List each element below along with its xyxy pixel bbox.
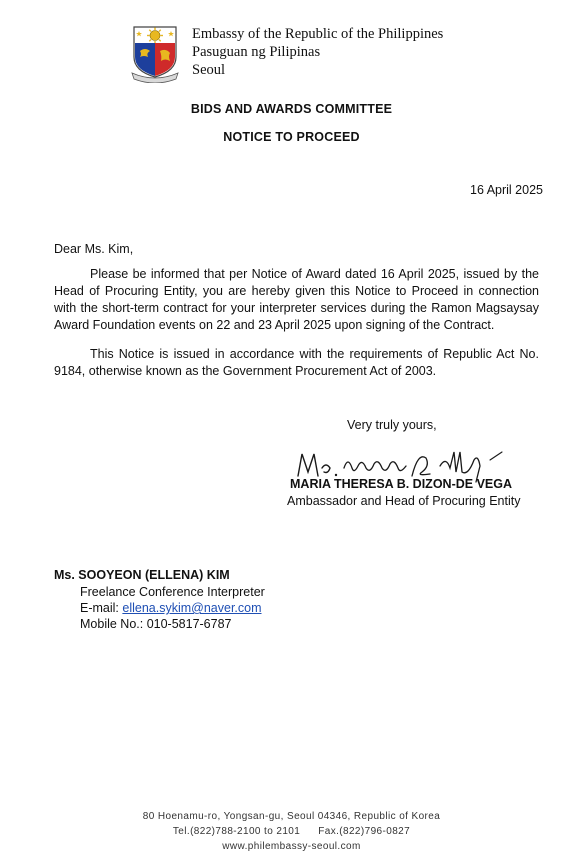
letter-date: 16 April 2025: [470, 183, 543, 197]
recipient-email-line: [80, 601, 262, 615]
signatory-title: Ambassador and Head of Procuring Entity: [287, 494, 521, 508]
letterhead-filipino-name: Pasuguan ng Pilipinas: [192, 44, 321, 60]
letterhead-city: Seoul: [192, 62, 226, 78]
footer-address: 80 Hoenamu-ro, Yongsan-gu, Seoul 04346, Republic of Korea: [142, 811, 441, 822]
body-paragraph-2: [54, 346, 539, 380]
body-paragraph-1-text: Please be informed that per Notice of Award dated 16 April 2025, issued by the Head of Procuring Entity, you are hereby given this Notice to Proceed in connection with the short-term contract for your interpreter services during the Ramon Magsaysay Award Foundation events on 22 and 23 April 2025 upon signing of the Contract.: [54, 267, 539, 332]
footer-tel: Tel.(822)788-2100 to 2101: [172, 826, 301, 837]
footer-phone-line: [0, 826, 583, 837]
signatory-name: MARIA THERESA B. DIZON-DE VEGA: [290, 477, 512, 491]
committee-heading: BIDS AND AWARDS COMMITTEE: [190, 102, 393, 116]
recipient-mobile: Mobile No.: 010-5817-6787: [80, 617, 232, 631]
salutation: Dear Ms. Kim,: [54, 242, 134, 256]
recipient-name: Ms. SOOYEON (ELLENA) KIM: [54, 568, 230, 582]
body-paragraph-2-text: This Notice is issued in accordance with the requirements of Republic Act No. 9184, otherwise known as the Government Procurement Act of 2003.: [54, 347, 539, 378]
philippine-coat-of-arms-icon: [126, 23, 184, 83]
letterhead-embassy-name: Embassy of the Republic of the Philippines: [192, 26, 444, 42]
notice-heading: NOTICE TO PROCEED: [223, 130, 360, 144]
recipient-role: Freelance Conference Interpreter: [80, 585, 265, 599]
footer-website: www.philembassy-seoul.com: [222, 841, 361, 852]
closing: Very truly yours,: [347, 418, 437, 432]
body-paragraph-1: [54, 266, 539, 334]
email-label: E-mail:: [80, 601, 123, 615]
footer-fax: Fax.(822)796-0827: [318, 826, 411, 837]
recipient-email-link[interactable]: ellena.sykim@naver.com: [122, 601, 262, 615]
